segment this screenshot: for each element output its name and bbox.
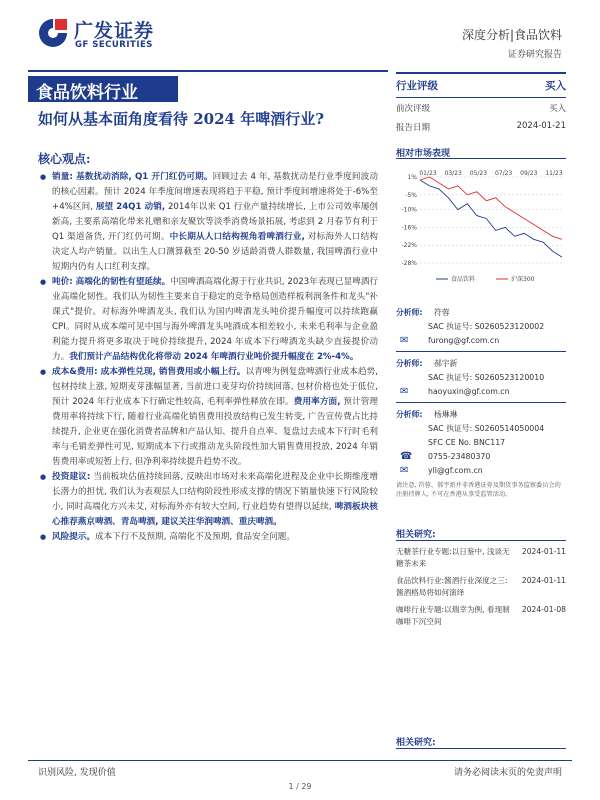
x-tick-label: 01/23 xyxy=(419,170,437,177)
bullet-lead: 啤酒板块核心推荐燕京啤酒、青岛啤酒, 建议关注华润啤酒、重庆啤酒。 xyxy=(52,502,378,527)
related-research-list xyxy=(396,540,566,628)
related-item-date: 2024-01-11 xyxy=(521,547,566,556)
report-header-info xyxy=(462,26,562,60)
company-logo xyxy=(38,16,168,52)
y-tick-label: -28% xyxy=(401,260,417,267)
sac-number: S0260523120010 xyxy=(474,372,545,382)
analyst-name: 郝宇新 xyxy=(434,358,458,368)
bullet-text: 以青啤为例复盘啤酒行业成本趋势, 包材持续上涨, 短期麦芽涨幅显著, 当前进口麦芽均价持续回落, 包材价格也处于低位, 预计 2024 年行业成本下行确定性较高, 毛利率弹性释放在即。 xyxy=(52,367,378,407)
logo-text-en: GF SECURITIES xyxy=(75,40,153,50)
analyst-email[interactable]: haoyuxin@gf.com.cn xyxy=(428,386,510,396)
x-tick-label: 05/23 xyxy=(469,170,488,177)
bullet-text: 2014年以来 Q1 行业产量持续增长, 上市公司效率屡创新高, 主要系高端化带来礼赠和亲友聚饮等淡季消费场景拓展, 考虑到 2 月春节有利于 Q1 渠道备货, 开门红仍可期。 xyxy=(52,202,378,242)
prev-rating-row xyxy=(396,98,566,117)
relative-performance-chart xyxy=(396,158,566,288)
envelope-icon: ✉ xyxy=(400,464,409,476)
report-subtype: 证券研究报告 xyxy=(507,50,562,60)
x-tick-label: 09/23 xyxy=(520,170,538,177)
rating-label: 行业评级 xyxy=(396,80,438,92)
x-tick-label: 07/23 xyxy=(494,170,513,177)
bullet-text: 对标海外人口结构决定人均产销量。以出生人口测算截至 20-50 岁适龄消费人群数量, 我国啤酒行业中短期内仍有人口红利支撑。 xyxy=(52,232,378,272)
related-item-title: 咖啡行业专题:以瑞幸为例, 看现制咖啡下沉空间 xyxy=(396,605,510,626)
report-date-label: 报告日期 xyxy=(396,123,431,133)
chart-title: 相对市场表现 xyxy=(396,149,451,159)
analyst-2 xyxy=(396,351,566,398)
report-type: 深度分析|食品饮料 xyxy=(461,28,562,42)
related-item[interactable] xyxy=(396,599,566,628)
phone-icon: ☎ xyxy=(400,450,413,462)
key-points-list xyxy=(40,170,378,545)
bullet-text: 中国啤酒高端化源于行业共识, 2023年表现已显啤酒行业高端化韧性。我们认为韧性主要来自于稳定的竞争格局创造样板利润条件和龙头"补课式"提价。对标海外啤酒龙头, 我们认为国内啤酒龙头吨价提升幅度可以持续跑赢 CPI。同时从成本端可见中国与海外啤酒龙头吨酒成本相差较小, 未来毛利率与企业盈利能力提升将更多取决于吨价持续提升, 2024 年成本下行啤酒龙头缺少直接提价动力。 xyxy=(52,277,378,362)
sac-number: S0260514050004 xyxy=(474,423,545,433)
bullet-lead: 展望 24Q1 动销, xyxy=(95,202,166,212)
bullet-sales xyxy=(40,170,378,275)
sac-label: SAC 执证号: xyxy=(428,321,473,331)
related-item-title: 无糖茶行业专题:以日鉴中, 浅谈无糖茶未来 xyxy=(396,547,510,568)
legend-label: 沪深300 xyxy=(511,276,535,283)
report-title: 如何从基本面角度看待 2024 年啤酒行业? xyxy=(38,110,324,128)
legend-label: 食品饮料 xyxy=(451,276,476,283)
sac-label: SAC 执证号: xyxy=(428,423,473,433)
analyst-email[interactable]: yll@gf.com.cn xyxy=(428,465,483,475)
rating-value: 买入 xyxy=(545,80,566,92)
bullet-lead: 吨价: 高端化的韧性有望延续。 xyxy=(52,277,171,287)
bullet-lead: 我们预计产品结构优化将带动 2024 年啤酒行业吨价提升幅度在 2%-4%。 xyxy=(69,352,359,362)
y-tick-label: 1% xyxy=(407,174,417,181)
title-banner xyxy=(28,70,388,132)
sfc-number: SFC CE No. BNC117 xyxy=(428,437,506,447)
footer-slogan: 识别风险, 发现价值 xyxy=(38,768,116,778)
envelope-icon: ✉ xyxy=(400,385,409,397)
x-tick-label: 03/23 xyxy=(444,170,462,177)
bullet-text: 预计管理费用率将持续下行, 随着行业高端化销售费用投放结构已发生转变, 广告宣传费占比持续提升, 企业更在强化消费者品牌和产品认知、提升自点率、复盘过去成本下行时毛利率与毛销差弹性可见, 短期成本下行或推动龙头阶段性加大销售费用投放, 2024 年销售费用率或短暂上行, 但净利率持续提升趋势不改。 xyxy=(52,397,378,467)
related-item-date: 2024-01-08 xyxy=(521,605,566,614)
prev-rating-label: 前次评级 xyxy=(396,104,431,114)
bullet-text: 当前板块估值持续回落, 反映出市场对未来高端化进程及企业中长期维度增长潜力的担忧, 我们认为表观层人口结构阶段性形成支撑的情况下销量快速下行风险较小, 同时高端化方兴未艾, 对标海外亦有较大空间, 行业趋势有望得以延续, xyxy=(52,472,379,512)
y-tick-label: -10% xyxy=(401,206,417,214)
report-date-value: 2024-01-21 xyxy=(516,121,566,131)
industry-label: 食品饮料行业 xyxy=(28,76,178,102)
analyst-panel xyxy=(396,305,566,499)
related-item-title: 食品饮料行业:酱酒行业深度之三: 酱酒格局将如何演绎 xyxy=(396,576,508,597)
envelope-icon: ✉ xyxy=(400,334,409,346)
bullet-lead: 风险提示。 xyxy=(52,532,95,542)
series-line-csi300 xyxy=(420,177,562,239)
bullet-text: 成本下行不及预期, 高端化不及预期, 食品安全问题。 xyxy=(94,532,295,542)
bullet-lead: 成本&费用: 成本弹性兑现, 销售费用或小幅上行。 xyxy=(52,367,246,377)
related-item[interactable] xyxy=(396,541,566,570)
chart-svg xyxy=(396,167,566,289)
bullet-lead: 销量: 基数扰动消除, Q1 开门红仍可期。 xyxy=(52,172,213,182)
prev-rating-value: 买入 xyxy=(548,104,566,114)
divider xyxy=(396,748,566,749)
x-tick-label: 11/23 xyxy=(545,170,563,177)
bullet-lead: 投资建议: xyxy=(52,472,91,482)
bullet-risk xyxy=(40,530,378,545)
footer-divider xyxy=(28,760,572,761)
page-number: 1 / 29 xyxy=(288,782,312,791)
analyst-3 xyxy=(396,402,566,477)
series-line-food-beverage xyxy=(420,180,562,257)
sac-label: SAC 执证号: xyxy=(428,372,473,382)
analyst-1 xyxy=(396,305,566,347)
logo-text-cn: 广发证券 xyxy=(74,20,155,42)
related-item-date: 2024-01-11 xyxy=(521,576,566,585)
analyst-name: 杨琳琳 xyxy=(434,409,458,419)
analyst-label: 分析师: xyxy=(396,307,423,317)
bullet-lead: 费用率方面, xyxy=(293,397,341,407)
bullet-price xyxy=(40,275,378,365)
analyst-phone: 0755-23480370 xyxy=(428,451,491,461)
key-points-title: 核心观点: xyxy=(38,152,91,166)
rating-box xyxy=(396,72,566,136)
bullet-text: 回顾过去 4 年, 基数扰动是行业季度间波动的核心因素。预计 2024 年季度间增速表现将趋于平稳, 预计季度间增速将处于-6%至+4%区间, xyxy=(52,172,378,212)
bullet-investment xyxy=(40,470,378,530)
sac-number: S0260523120002 xyxy=(474,321,545,331)
analyst-name: 符蓉 xyxy=(434,307,450,317)
rating-row xyxy=(396,72,566,98)
related-item[interactable] xyxy=(396,570,566,599)
related-research-title-2: 相关研究: xyxy=(396,738,436,748)
footer-disclaimer: 请务必阅读末页的免责声明 xyxy=(453,768,562,778)
analyst-email[interactable]: furong@gf.com.cn xyxy=(428,335,500,345)
logo-mark-icon xyxy=(38,17,68,49)
report-date-row xyxy=(396,117,566,136)
related-research-title: 相关研究: xyxy=(396,530,436,540)
analyst-disclaimer: 请注意, 符蓉、郝宇新并非香港证券及期货事务监察委员会的注册持牌人, 不可在香港从事受监管活动。 xyxy=(396,482,561,498)
bullet-cost xyxy=(40,365,378,470)
y-tick-label: -5% xyxy=(405,191,417,199)
analyst-label: 分析师: xyxy=(396,358,423,368)
y-tick-label: -16% xyxy=(401,224,417,232)
bullet-lead: 中长期从人口结构视角看啤酒行业, xyxy=(169,232,305,242)
y-tick-label: -22% xyxy=(401,242,417,250)
analyst-label: 分析师: xyxy=(396,409,423,419)
